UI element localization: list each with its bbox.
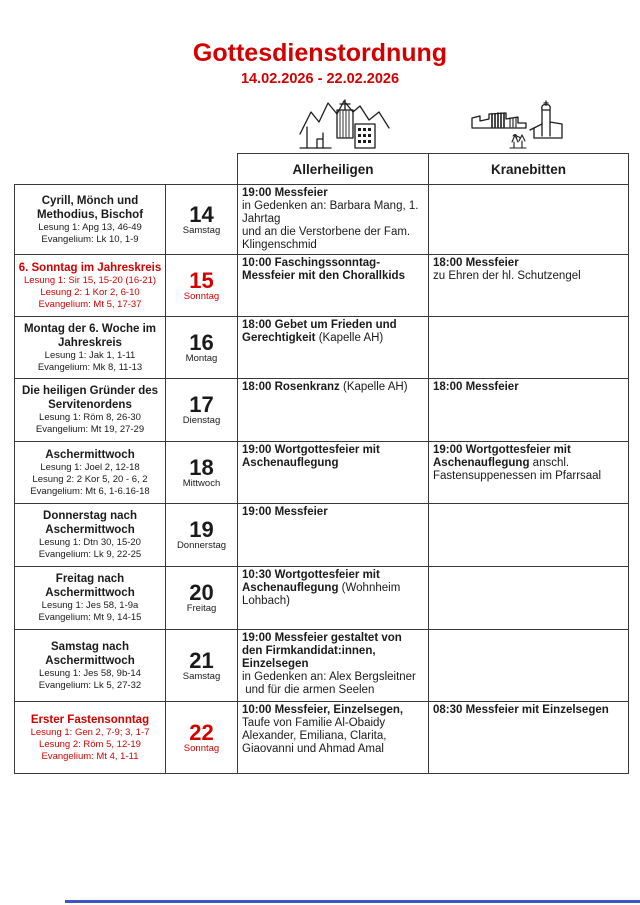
allerheiligen-service-cell	[238, 504, 429, 567]
kranebitten-service-cell	[429, 185, 629, 255]
service-time: 10:30 Wortgottesfeier mit Aschenauflegung	[242, 569, 383, 594]
date-cell	[166, 504, 238, 567]
date-cell	[166, 185, 238, 255]
service-detail: (Wohnheim Lohbach)	[242, 582, 404, 607]
service-time: 19:00 Messfeier gestaltet von den Firmkandidat:innen, Einzelsegen	[242, 632, 405, 670]
service-time: 18:00 Rosenkranz	[242, 381, 340, 393]
schedule-row	[15, 567, 629, 630]
allerheiligen-church-sketch	[297, 94, 392, 157]
schedule-row	[15, 379, 629, 442]
service-time: 19:00 Messfeier	[242, 187, 328, 199]
bottom-blue-line	[65, 900, 640, 903]
feast-cell	[15, 630, 166, 702]
feast-cell	[15, 702, 166, 774]
service-detail: und für die armen Seelen	[242, 684, 375, 696]
reading-line: Lesung 1: Dtn 30, 15-20	[39, 537, 141, 548]
service-detail: zu Ehren der hl. Schutzengel	[433, 270, 581, 282]
reading-line: Evangelium: Mt 9, 14-15	[38, 612, 142, 623]
page-title: Gottesdienstordnung	[192, 39, 448, 67]
service-time: 19:00 Wortgottesfeier mit Aschenauflegung	[242, 444, 383, 469]
feast-cell	[15, 317, 166, 379]
feast-cell	[15, 185, 166, 255]
weekday-label: Freitag	[186, 603, 217, 614]
service-time: 18:00 Gebet um Frieden und Gerechtigkeit	[242, 319, 400, 344]
kranebitten-service-cell	[429, 504, 629, 567]
weekday-label: Montag	[185, 352, 218, 364]
kranebitten-service-cell	[429, 317, 629, 379]
feast-cell	[15, 504, 166, 567]
feast-name: Samstag nach Aschermittwoch	[45, 640, 135, 667]
date-cell	[166, 317, 238, 379]
feast-name: Aschermittwoch	[45, 448, 135, 461]
day-number: 21	[189, 647, 214, 673]
feast-cell	[15, 567, 166, 630]
service-time: 18:00 Messfeier	[433, 381, 519, 393]
schedule-row	[15, 185, 629, 255]
date-cell	[166, 567, 238, 630]
date-cell	[166, 702, 238, 774]
reading-line: Lesung 1: Joel 2, 12-18	[40, 461, 140, 473]
allerheiligen-service-cell	[238, 630, 429, 702]
feast-name: Die heiligen Gründer des Servitenordens	[21, 385, 159, 411]
header-spacer	[15, 154, 166, 185]
allerheiligen-service-cell	[238, 317, 429, 379]
feast-name: Freitag nach Aschermittwoch	[45, 573, 135, 599]
reading-line: Evangelium: Mk 8, 11-13	[37, 361, 143, 373]
reading-line: Evangelium: Lk 5, 27-32	[38, 679, 142, 691]
service-detail: Taufe von Familie Al-Obaidy Alexander, Emiliana, Clarita, Giaovanni und Ahmad Amal	[242, 717, 390, 755]
reading-line: Evangelium: Mt 4, 1-11	[41, 750, 139, 762]
allerheiligen-service-cell	[238, 567, 429, 630]
allerheiligen-service-cell	[238, 185, 429, 255]
service-detail: und an die Verstorbene der Fam. Klingenschmid	[242, 226, 414, 251]
header-row	[15, 154, 629, 185]
kranebitten-service-cell	[429, 379, 629, 442]
service-detail: in Gedenken an: Alex Bergsleitner	[242, 671, 416, 683]
reading-line: Lesung 1: Jes 58, 9b-14	[39, 667, 141, 679]
allerheiligen-service-cell	[238, 379, 429, 442]
service-detail: in Gedenken an: Barbara Mang, 1. Jahrtag	[242, 200, 422, 225]
kranebitten-church-sketch	[466, 98, 566, 158]
weekday-label: Sonntag	[183, 290, 220, 302]
header-spacer	[166, 154, 238, 185]
kranebitten-service-cell	[429, 255, 629, 317]
reading-line: Lesung 2: Röm 5, 12-19	[39, 738, 141, 750]
day-number: 22	[189, 719, 214, 745]
date-cell	[166, 255, 238, 317]
schedule-table	[14, 153, 629, 774]
weekday-label: Samstag	[182, 670, 221, 682]
feast-name: Cyrill, Mönch und Methodius, Bischof	[36, 194, 144, 221]
schedule-row	[15, 702, 629, 774]
service-detail: (Kapelle AH)	[339, 381, 408, 393]
date-cell	[166, 442, 238, 504]
schedule-row	[15, 442, 629, 504]
feast-name: Donnerstag nach Aschermittwoch	[43, 510, 137, 536]
service-time: 18:00 Messfeier	[433, 257, 519, 269]
weekday-label: Mittwoch	[182, 477, 221, 489]
day-number: 17	[189, 392, 214, 417]
reading-line: Lesung 2: 2 Kor 5, 20 - 6, 2	[32, 473, 148, 485]
reading-line: Evangelium: Mt 6, 1-6.16-18	[30, 485, 150, 497]
schedule-row	[15, 504, 629, 567]
reading-line: Lesung 2: 1 Kor 2, 6-10	[40, 286, 140, 298]
kranebitten-service-cell	[429, 567, 629, 630]
weekday-label: Donnerstag	[176, 540, 227, 551]
reading-line: Evangelium: Lk 9, 22-25	[38, 549, 142, 560]
schedule-row	[15, 630, 629, 702]
day-number: 16	[189, 329, 214, 355]
reading-line: Lesung 1: Apg 13, 46-49	[38, 221, 142, 233]
reading-line: Lesung 1: Jak 1, 1-11	[44, 349, 136, 361]
reading-line: Lesung 1: Jes 58, 1-9a	[41, 600, 139, 611]
reading-line: Evangelium: Lk 10, 1-9	[41, 233, 139, 245]
allerheiligen-service-cell	[238, 255, 429, 317]
schedule-row	[15, 255, 629, 317]
feast-name: Montag der 6. Woche im Jahreskreis	[23, 322, 157, 349]
feast-name: Erster Fastensonntag	[30, 713, 150, 726]
reading-line: Lesung 1: Röm 8, 26-30	[39, 412, 141, 423]
feast-cell	[15, 442, 166, 504]
service-time: 10:00 Messfeier, Einzelsegen,	[242, 704, 404, 716]
weekday-label: Samstag	[182, 224, 221, 236]
feast-cell	[15, 255, 166, 317]
allerheiligen-service-cell	[238, 702, 429, 774]
feast-cell	[15, 379, 166, 442]
schedule-row	[15, 317, 629, 379]
kranebitten-service-cell	[429, 702, 629, 774]
reading-line: Evangelium: Mt 19, 27-29	[35, 424, 145, 435]
day-number: 15	[189, 267, 214, 293]
date-cell	[166, 630, 238, 702]
reading-line: Lesung 1: Gen 2, 7-9; 3, 1-7	[30, 726, 150, 738]
service-time: 19:00 Wortgottesfeier mit Aschenauflegung	[433, 444, 574, 469]
feast-name: 6. Sonntag im Jahreskreis	[18, 261, 162, 274]
kranebitten-service-cell	[429, 442, 629, 504]
column-header-kranebitten: Kranebitten	[429, 154, 629, 185]
service-time: 19:00 Messfeier	[242, 506, 328, 518]
weekday-label: Dienstag	[182, 415, 221, 426]
day-number: 19	[189, 517, 214, 542]
service-time: 10:00 Faschingssonntag-Messfeier mit den Chorallkids	[242, 257, 405, 282]
column-header-allerheiligen: Allerheiligen	[238, 154, 429, 185]
reading-line: Lesung 1: Sir 15, 15-20 (16-21)	[23, 274, 157, 286]
service-detail: (Kapelle AH)	[315, 332, 384, 344]
day-number: 18	[189, 454, 214, 480]
service-time: 08:30 Messfeier mit Einzelsegen	[433, 704, 609, 716]
day-number: 20	[189, 580, 214, 605]
weekday-label: Sonntag	[183, 742, 220, 754]
kranebitten-service-cell	[429, 630, 629, 702]
reading-line: Evangelium: Mt 5, 17-37	[38, 298, 142, 310]
allerheiligen-service-cell	[238, 442, 429, 504]
day-number: 14	[189, 201, 214, 227]
date-range: 14.02.2026 - 22.02.2026	[240, 71, 400, 87]
date-cell	[166, 379, 238, 442]
service-detail: anschl. Fastensuppenessen im Pfarrsaal	[433, 457, 602, 482]
